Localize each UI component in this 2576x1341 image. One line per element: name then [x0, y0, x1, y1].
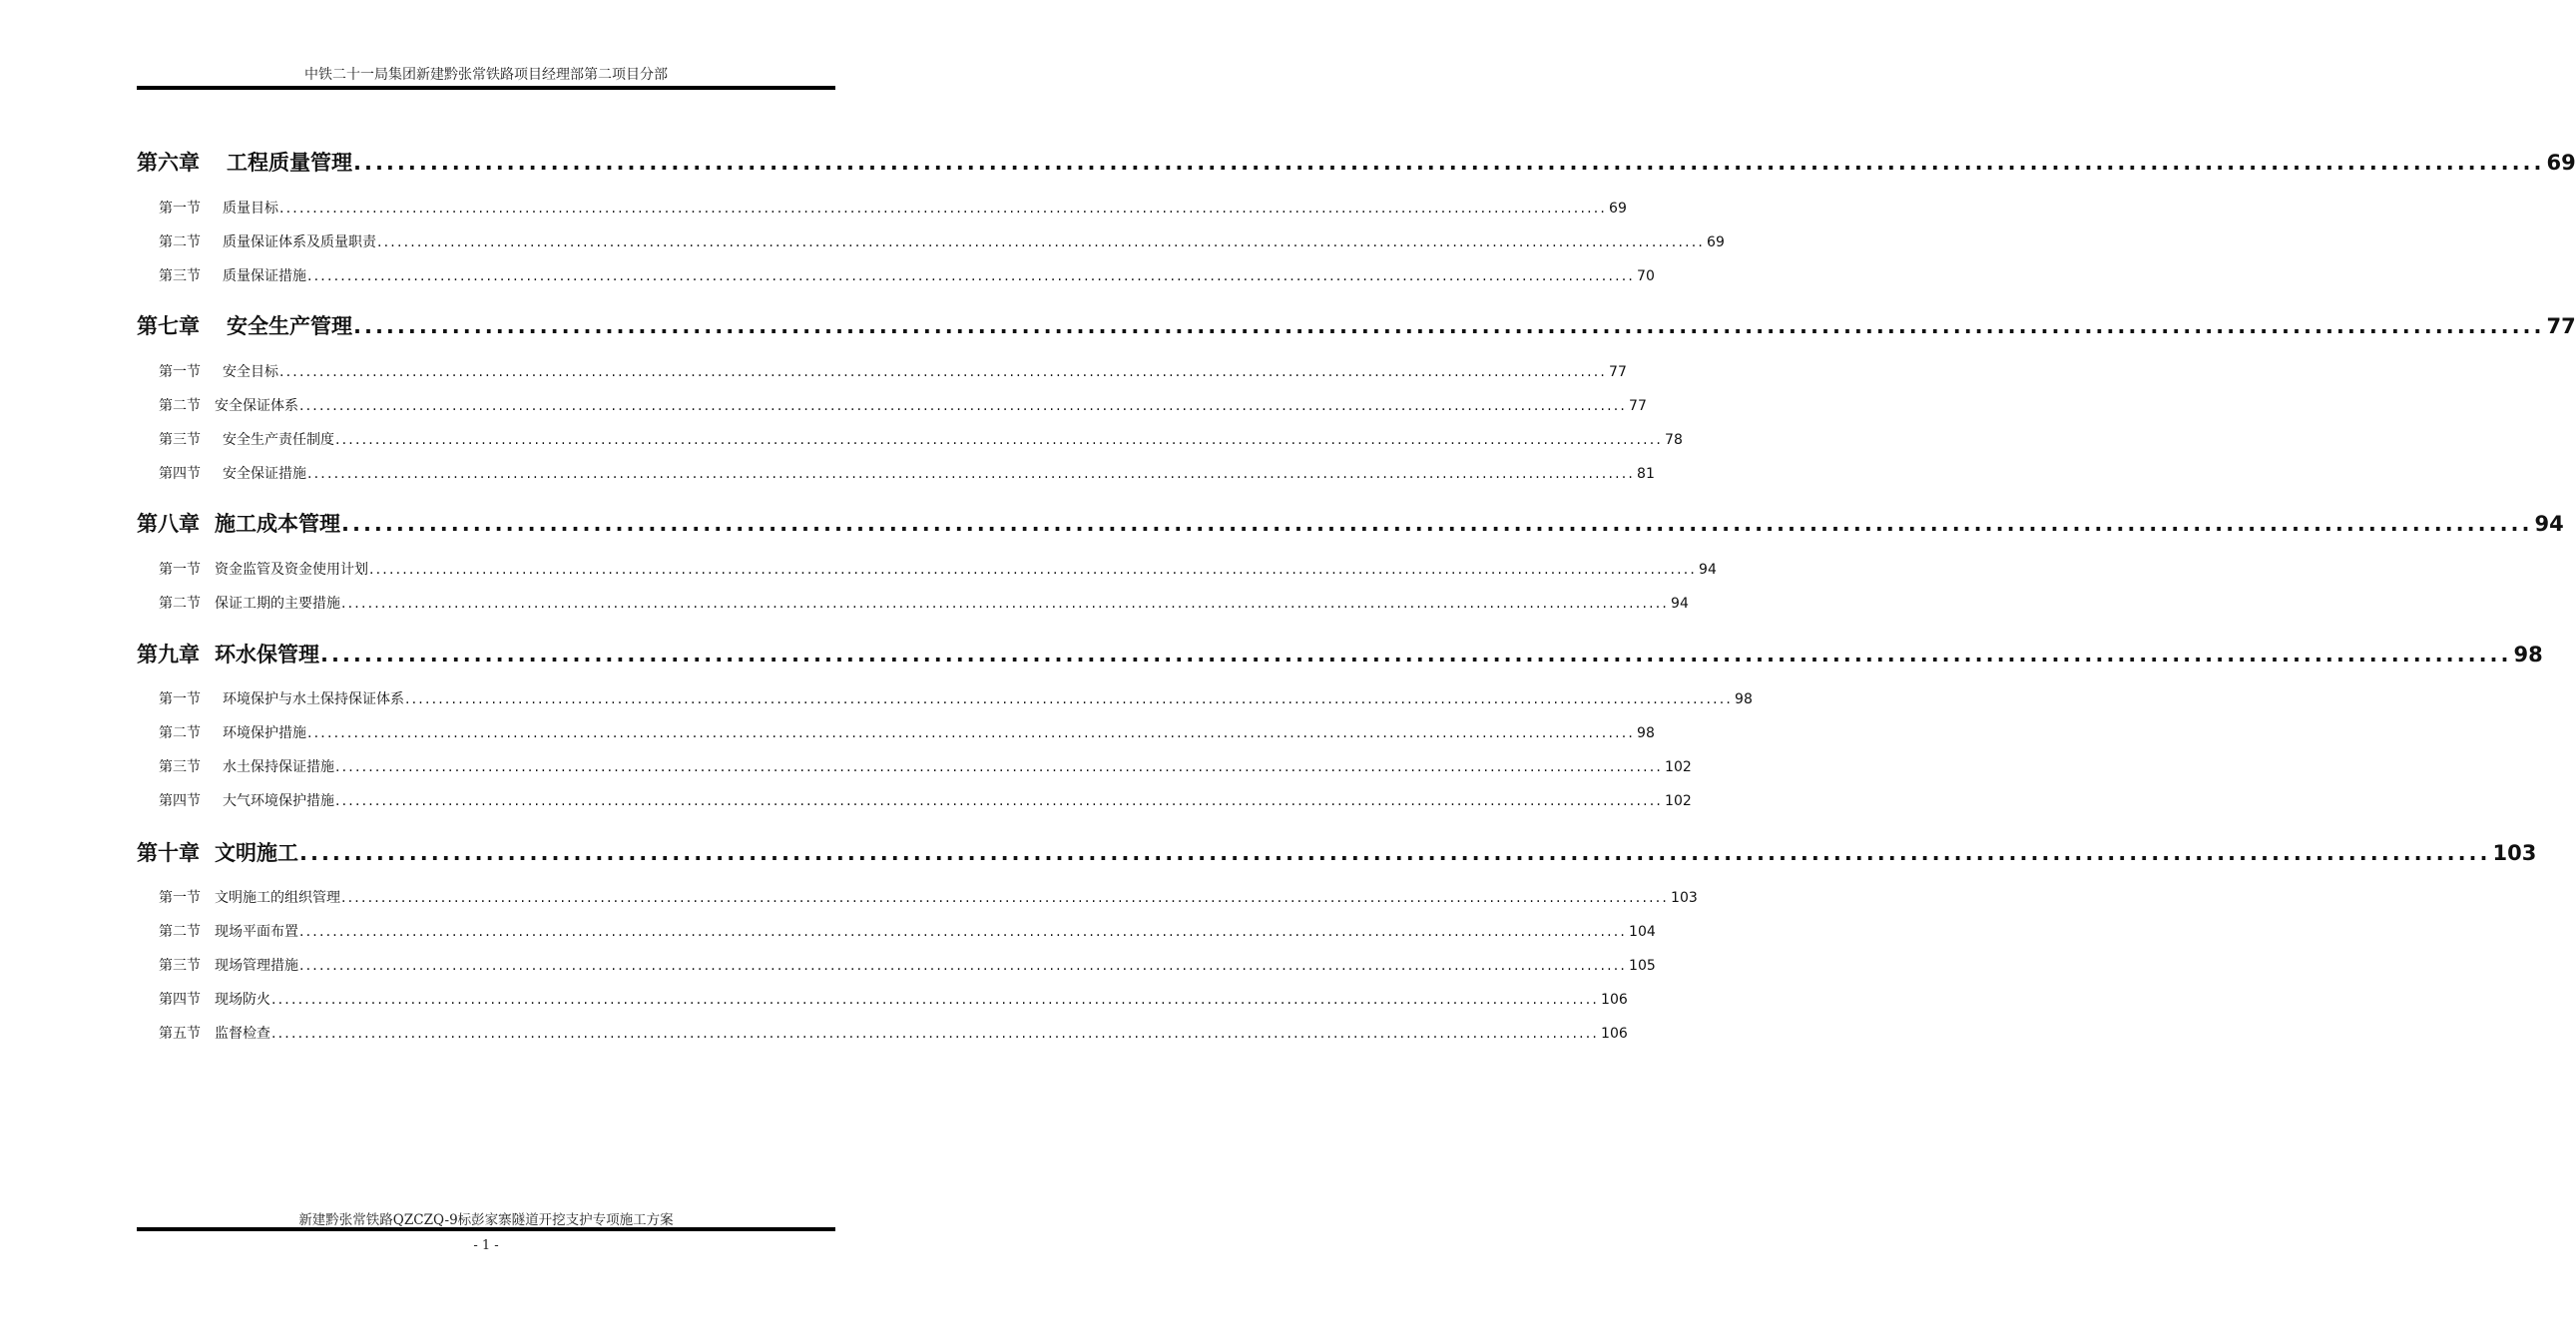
- header-rule: [137, 86, 835, 90]
- toc-entry-title: 环境保护与水土保持保证体系: [223, 691, 404, 707]
- toc-entry-title: 保证工期的主要措施: [215, 596, 340, 612]
- toc-chapter-row[interactable]: [137, 147, 2576, 177]
- toc-entry-number: 第一节: [159, 364, 201, 380]
- toc-chapter-row[interactable]: [137, 310, 2576, 340]
- toc-leader-dots: ........................................................................................................................................................................................................: [299, 841, 2491, 865]
- toc-entry-title: 安全保证措施: [223, 466, 306, 482]
- toc-leader-dots: ........................................................................................................................................................................................................: [271, 992, 1600, 1008]
- toc-entry-title: 现场平面布置: [215, 924, 298, 940]
- toc-section-row[interactable]: [159, 361, 1627, 381]
- toc-entry-page: 94: [2534, 512, 2564, 536]
- toc-section-row[interactable]: [159, 429, 1683, 449]
- toc-entry-number: 第四节: [159, 466, 201, 482]
- toc-leader-dots: ........................................................................................................................................................................................................: [299, 924, 1628, 940]
- toc-leader-dots: ........................................................................................................................................................................................................: [307, 466, 1636, 482]
- toc-entry-number: 第一节: [159, 890, 201, 906]
- toc-section-row[interactable]: [159, 231, 1725, 251]
- toc-leader-dots: ........................................................................................................................................................................................................: [320, 643, 2512, 667]
- toc-section-row[interactable]: [159, 688, 1753, 708]
- toc-leader-dots: ........................................................................................................................................................................................................: [341, 890, 1670, 906]
- toc-entry-number: 第六章: [137, 151, 200, 175]
- toc-entry-number: 第九章: [137, 643, 200, 667]
- toc-section-row[interactable]: [159, 593, 1689, 613]
- toc-section-row[interactable]: [159, 463, 1655, 483]
- toc-entry-number: 第四节: [159, 793, 201, 809]
- toc-entry-page: 69: [1707, 234, 1725, 250]
- toc-leader-dots: ........................................................................................................................................................................................................: [307, 725, 1636, 741]
- toc-entry-number: 第十章: [137, 841, 200, 865]
- page-footer: 新建黔张常铁路QZCZQ-9标彭家寨隧道开挖支护专项施工方案: [298, 1212, 674, 1228]
- page-number: - 1 -: [473, 1238, 499, 1253]
- toc-entry-page: 78: [1665, 432, 1683, 448]
- toc-leader-dots: ........................................................................................................................................................................................................: [341, 596, 1670, 612]
- toc-entry-title: 质量目标: [223, 201, 278, 217]
- toc-entry-page: 98: [1735, 691, 1753, 707]
- toc-section-row[interactable]: [159, 921, 1656, 941]
- toc-entry-title: 现场防火: [215, 992, 270, 1008]
- toc-entry-page: 69: [2546, 151, 2576, 175]
- toc-entry-page: 70: [1637, 268, 1655, 284]
- toc-entry-title: 工程质量管理: [227, 151, 352, 175]
- toc-entry-number: 第二节: [159, 398, 201, 414]
- toc-entry-number: 第一节: [159, 201, 201, 217]
- toc-entry-number: 第五节: [159, 1026, 201, 1042]
- toc-entry-title: 安全目标: [223, 364, 278, 380]
- toc-entry-page: 98: [2513, 643, 2543, 667]
- toc-leader-dots: ........................................................................................................................................................................................................: [335, 432, 1664, 448]
- toc-entry-title: 文明施工: [215, 841, 298, 865]
- toc-entry-page: 105: [1629, 958, 1656, 974]
- toc-entry-title: 安全生产责任制度: [223, 432, 334, 448]
- toc-entry-page: 104: [1629, 924, 1656, 940]
- toc-entry-number: 第二节: [159, 725, 201, 741]
- toc-entry-title: 文明施工的组织管理: [215, 890, 340, 906]
- toc-section-row[interactable]: [159, 722, 1655, 742]
- toc-entry-title: 水土保持保证措施: [223, 759, 334, 775]
- toc-leader-dots: ........................................................................................................................................................................................................: [279, 364, 1608, 380]
- toc-entry-title: 环水保管理: [215, 643, 319, 667]
- toc-entry-number: 第二节: [159, 924, 201, 940]
- toc-section-row[interactable]: [159, 265, 1655, 285]
- toc-entry-page: 77: [1629, 398, 1647, 414]
- page-header: 中铁二十一局集团新建黔张常铁路项目经理部第二项目分部: [304, 67, 668, 83]
- toc-section-row[interactable]: [159, 559, 1717, 579]
- toc-leader-dots: ........................................................................................................................................................................................................: [271, 1026, 1600, 1042]
- toc-entry-number: 第三节: [159, 759, 201, 775]
- toc-entry-title: 安全保证体系: [215, 398, 298, 414]
- toc-entry-number: 第四节: [159, 992, 201, 1008]
- toc-section-row[interactable]: [159, 955, 1656, 975]
- toc-entry-page: 94: [1699, 562, 1717, 578]
- toc-section-row[interactable]: [159, 756, 1692, 776]
- toc-leader-dots: ........................................................................................................................................................................................................: [279, 201, 1608, 217]
- toc-entry-page: 94: [1671, 596, 1689, 612]
- toc-chapter-row[interactable]: [137, 837, 2537, 867]
- toc-entry-page: 102: [1665, 793, 1692, 809]
- toc-entry-number: 第三节: [159, 432, 201, 448]
- toc-chapter-row[interactable]: [137, 639, 2543, 669]
- toc-entry-number: 第三节: [159, 958, 201, 974]
- toc-entry-title: 资金监管及资金使用计划: [215, 562, 368, 578]
- toc-leader-dots: ........................................................................................................................................................................................................: [353, 314, 2545, 338]
- toc-entry-title: 监督检查: [215, 1026, 270, 1042]
- toc-section-row[interactable]: [159, 887, 1698, 907]
- toc-entry-title: 环境保护措施: [223, 725, 306, 741]
- toc-section-row[interactable]: [159, 395, 1647, 415]
- toc-entry-page: 77: [1609, 364, 1627, 380]
- toc-entry-page: 103: [1671, 890, 1698, 906]
- toc-entry-page: 81: [1637, 466, 1655, 482]
- toc-leader-dots: ........................................................................................................................................................................................................: [377, 234, 1706, 250]
- toc-leader-dots: ........................................................................................................................................................................................................: [335, 793, 1664, 809]
- toc-leader-dots: ........................................................................................................................................................................................................: [307, 268, 1636, 284]
- toc-entry-title: 现场管理措施: [215, 958, 298, 974]
- toc-leader-dots: ........................................................................................................................................................................................................: [299, 398, 1628, 414]
- toc-entry-page: 69: [1609, 201, 1627, 217]
- toc-entry-page: 103: [2492, 841, 2537, 865]
- toc-leader-dots: ........................................................................................................................................................................................................: [353, 151, 2545, 175]
- toc-entry-page: 106: [1601, 992, 1628, 1008]
- toc-entry-number: 第一节: [159, 691, 201, 707]
- toc-entry-number: 第八章: [137, 512, 200, 536]
- toc-chapter-row[interactable]: [137, 508, 2564, 538]
- toc-leader-dots: ........................................................................................................................................................................................................: [299, 958, 1628, 974]
- toc-entry-page: 77: [2546, 314, 2576, 338]
- toc-entry-page: 98: [1637, 725, 1655, 741]
- toc-entry-title: 安全生产管理: [227, 314, 352, 338]
- toc-entry-title: 质量保证体系及质量职责: [223, 234, 376, 250]
- footer-rule: [137, 1227, 835, 1231]
- toc-leader-dots: ........................................................................................................................................................................................................: [341, 512, 2533, 536]
- toc-section-row[interactable]: [159, 989, 1628, 1009]
- toc-entry-number: 第二节: [159, 234, 201, 250]
- toc-leader-dots: ........................................................................................................................................................................................................: [335, 759, 1664, 775]
- toc-section-row[interactable]: [159, 198, 1627, 218]
- toc-section-row[interactable]: [159, 1023, 1628, 1043]
- toc-entry-title: 质量保证措施: [223, 268, 306, 284]
- toc-entry-page: 102: [1665, 759, 1692, 775]
- toc-entry-number: 第三节: [159, 268, 201, 284]
- toc-entry-page: 106: [1601, 1026, 1628, 1042]
- toc-entry-title: 施工成本管理: [215, 512, 340, 536]
- toc-entry-title: 大气环境保护措施: [223, 793, 334, 809]
- toc-leader-dots: ........................................................................................................................................................................................................: [369, 562, 1698, 578]
- toc-section-row[interactable]: [159, 790, 1692, 810]
- toc-entry-number: 第二节: [159, 596, 201, 612]
- toc-entry-number: 第七章: [137, 314, 200, 338]
- toc-leader-dots: ........................................................................................................................................................................................................: [405, 691, 1734, 707]
- toc-entry-number: 第一节: [159, 562, 201, 578]
